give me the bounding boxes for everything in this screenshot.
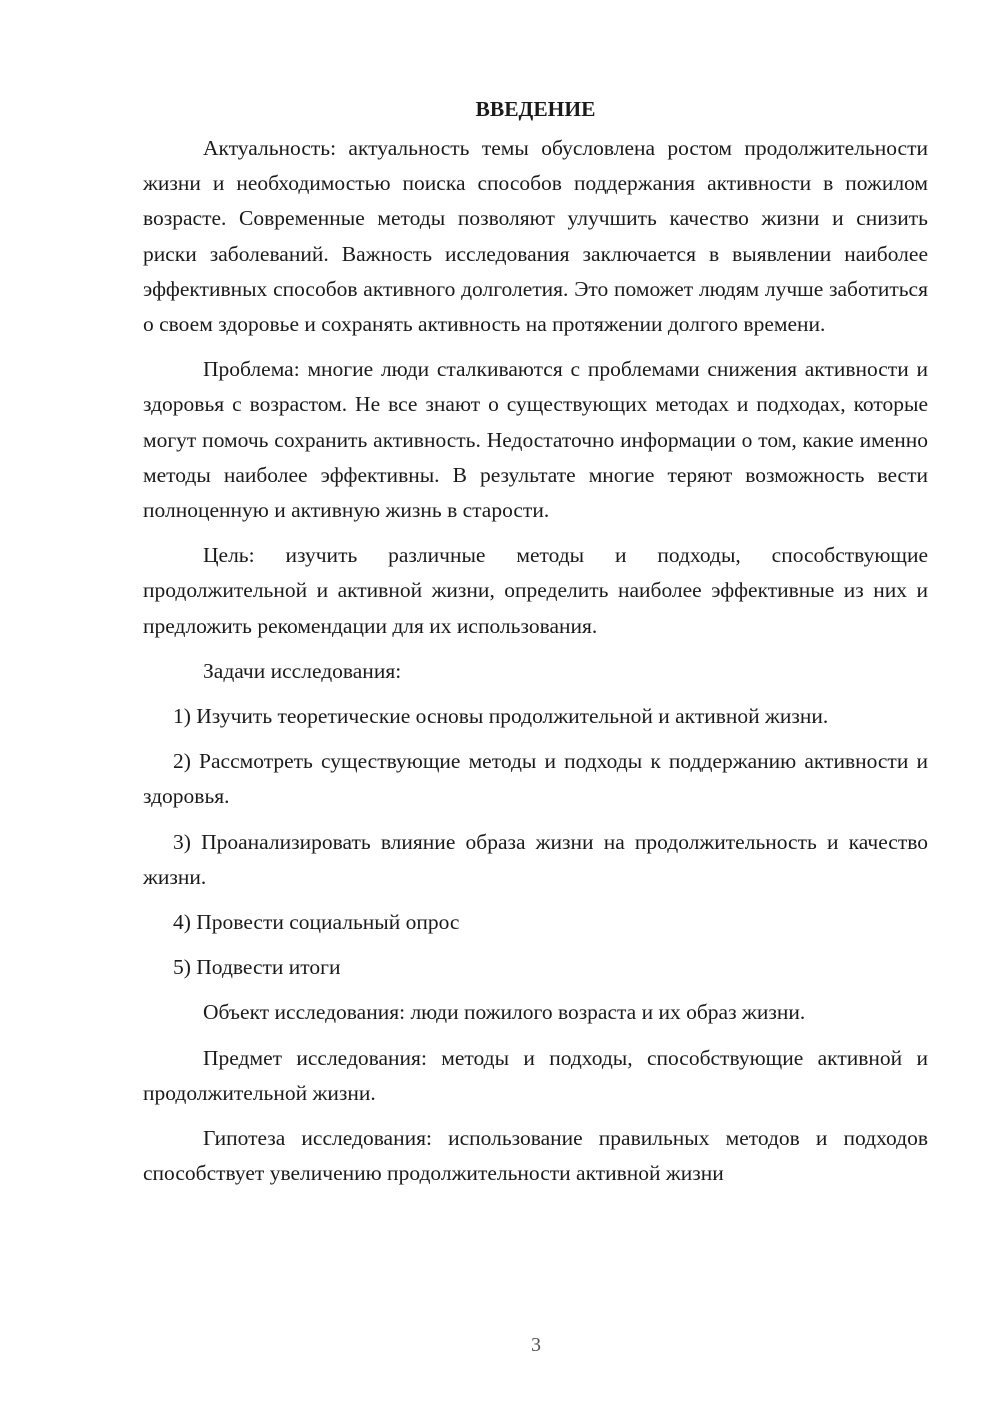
document-body <box>143 92 928 1191</box>
section-title: ВВЕДЕНИЕ <box>475 97 596 121</box>
task-item-2: 2) Рассмотреть существующие методы и подходы к поддержанию активности и здоровья. <box>143 749 928 809</box>
page-number: 3 <box>531 1334 541 1356</box>
paragraph-subject: Предмет исследования: методы и подходы, способствующие активной и продолжительной жизни. <box>143 1045 928 1105</box>
paragraph-hypothesis: Гипотеза исследования: использование правильных методов и подходов способствует увеличению продолжительности активной жизни <box>143 1126 928 1186</box>
task-item-1: 1) Изучить теоретические основы продолжительной и активной жизни. <box>173 704 829 729</box>
task-item-5: 5) Подвести итоги <box>173 955 341 980</box>
paragraph-tasks-heading: Задачи исследования: <box>203 658 402 683</box>
task-item-3: 3) Проанализировать влияние образа жизни на продолжительность и качество жизни. <box>143 829 928 889</box>
paragraph-relevance: Актуальность: актуальность темы обусловлена ростом продолжительности жизни и необходимостью поиска способов поддержания активности в пожилом возрасте. Современные методы позволяют улучшить качество жизни и снизить риски заболеваний. Важность исследования заключается в выявлении наиболее эффективных способов активного долголетия. Это поможет людям лучше заботиться о своем здоровье и сохранять активность на протяжении долгого времени. <box>143 136 928 337</box>
paragraph-problem: Проблема: многие люди сталкиваются с проблемами снижения активности и здоровья с возрастом. Не все знают о существующих методах и подходах, которые могут помочь сохранить активность. Недостаточно информации о том, какие именно методы наиболее эффективны. В результате многие теряют возможность вести полноценную и активную жизнь в старости. <box>143 357 928 523</box>
task-item-4: 4) Провести социальный опрос <box>173 910 460 935</box>
paragraph-goal: Цель: изучить различные методы и подходы, способствующие продолжительной и активной жизни, определить наиболее эффективные из них и предложить рекомендации для их использования. <box>143 543 928 638</box>
paragraph-object: Объект исследования: люди пожилого возраста и их образ жизни. <box>203 1000 806 1025</box>
